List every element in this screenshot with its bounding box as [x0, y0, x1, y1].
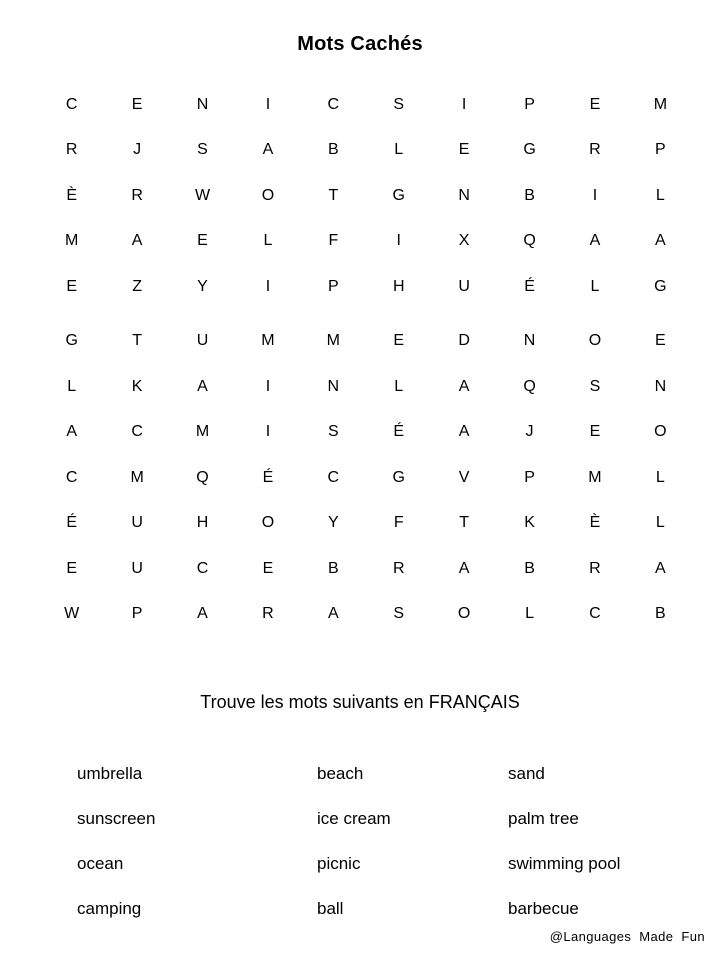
word-list-item: sand	[508, 763, 545, 783]
grid-letter: L	[590, 277, 600, 295]
grid-row	[39, 592, 693, 638]
grid-letter: É	[262, 468, 274, 486]
grid-letter: C	[131, 423, 143, 441]
grid-letter: U	[196, 332, 209, 350]
grid-letter: C	[589, 605, 601, 623]
grid-letter: M	[653, 95, 668, 113]
grid-letter: H	[392, 277, 405, 295]
grid-letter: N	[523, 332, 536, 350]
grid-letter: B	[524, 559, 535, 577]
grid-letter: T	[132, 332, 142, 350]
grid-letter: C	[65, 468, 78, 486]
grid-letter: A	[327, 605, 339, 623]
grid-letter: Y	[197, 277, 208, 295]
grid-letter: C	[196, 559, 209, 577]
grid-letter: C	[65, 95, 78, 113]
grid-letter: M	[261, 332, 275, 350]
grid-letter: I	[265, 95, 271, 113]
grid-row	[39, 219, 693, 265]
word-list-item: umbrella	[77, 763, 143, 783]
grid-letter: G	[65, 332, 78, 350]
grid-letter: F	[393, 514, 404, 532]
grid-letter: M	[588, 468, 602, 486]
grid-letter: J	[133, 141, 142, 159]
grid-letter: O	[457, 605, 471, 623]
grid-letter: B	[524, 186, 535, 204]
grid-letter: A	[655, 559, 666, 577]
grid-letter: P	[131, 605, 143, 623]
grid-letter: S	[589, 377, 601, 395]
grid-letter: W	[64, 605, 80, 623]
grid-letter: G	[392, 468, 405, 486]
grid-letter: D	[458, 332, 470, 350]
word-list-item: ice cream	[317, 808, 391, 828]
grid-letter: A	[262, 141, 274, 159]
grid-letter: E	[262, 559, 274, 577]
grid-letter: È	[589, 514, 601, 532]
grid-letter: J	[525, 423, 534, 441]
grid-letter: R	[392, 559, 405, 577]
grid-letter: U	[458, 277, 470, 295]
grid-letter: I	[265, 277, 271, 295]
word-list-item: barbecue	[508, 898, 579, 918]
grid-letter: R	[65, 141, 78, 159]
grid-letter: N	[196, 95, 209, 113]
word-list-item: ball	[317, 898, 344, 918]
grid-row	[39, 264, 693, 310]
word-list-item: picnic	[317, 853, 361, 873]
grid-letter: I	[396, 232, 401, 250]
grid-letter: U	[131, 514, 143, 532]
grid-letter: L	[655, 186, 665, 204]
grid-row	[39, 501, 693, 547]
credit-text: @Languages Made Fun	[549, 929, 705, 944]
grid-row	[39, 173, 693, 219]
grid-letter: È	[66, 186, 78, 204]
grid-letter: O	[588, 332, 602, 350]
grid-letter: P	[327, 277, 339, 295]
grid-letter: N	[654, 377, 667, 395]
word-list-row	[77, 841, 683, 886]
word-list-row	[77, 796, 683, 841]
grid-letter: X	[458, 232, 470, 250]
grid-letter: G	[392, 186, 405, 204]
grid-letter: E	[131, 95, 143, 113]
word-list-row	[77, 751, 683, 796]
grid-letter: M	[195, 423, 210, 441]
word-search-grid	[39, 82, 693, 637]
grid-letter: Z	[132, 277, 142, 295]
grid-letter: S	[327, 423, 339, 441]
grid-letter: P	[524, 468, 535, 486]
grid-letter: L	[394, 377, 404, 395]
grid-letter: Q	[523, 232, 536, 250]
grid-letter: P	[524, 95, 535, 113]
grid-letter: B	[327, 141, 339, 159]
grid-letter: K	[524, 514, 535, 532]
grid-letter: A	[197, 605, 208, 623]
grid-letter: L	[394, 141, 404, 159]
grid-letter: S	[197, 141, 208, 159]
grid-letter: V	[458, 468, 470, 486]
grid-row	[39, 82, 693, 128]
grid-letter: P	[655, 141, 666, 159]
grid-letter: R	[262, 605, 274, 623]
grid-letter: T	[328, 186, 339, 204]
grid-letter: N	[458, 186, 470, 204]
grid-letter: I	[265, 377, 271, 395]
grid-letter: É	[393, 423, 405, 441]
grid-letter: L	[263, 232, 273, 250]
grid-letter: A	[131, 232, 143, 250]
grid-letter: M	[326, 332, 340, 350]
grid-letter: E	[197, 232, 208, 250]
grid-letter: H	[196, 514, 209, 532]
grid-letter: L	[655, 468, 665, 486]
word-list-item: ocean	[77, 853, 124, 873]
grid-letter: S	[393, 605, 405, 623]
grid-letter: Q	[523, 377, 536, 395]
grid-letter: A	[458, 377, 470, 395]
grid-letter: E	[589, 423, 601, 441]
grid-letter: É	[66, 514, 78, 532]
grid-letter: Y	[327, 514, 339, 532]
word-list-item: swimming pool	[508, 853, 621, 873]
grid-letter: L	[525, 605, 534, 623]
grid-letter: A	[458, 423, 470, 441]
word-list-item: sunscreen	[77, 808, 156, 828]
grid-letter: G	[654, 277, 667, 295]
grid-letter: E	[458, 141, 470, 159]
grid-letter: R	[131, 186, 143, 204]
grid-letter: B	[327, 559, 339, 577]
grid-row	[39, 455, 693, 501]
grid-letter: S	[393, 95, 405, 113]
grid-row	[39, 546, 693, 592]
grid-letter: I	[592, 186, 598, 204]
grid-row	[39, 364, 693, 410]
grid-letter: K	[131, 377, 143, 395]
grid-letter: O	[654, 423, 667, 441]
word-list-row	[77, 886, 683, 931]
grid-letter: E	[655, 332, 666, 350]
page-title: Mots Cachés	[297, 33, 423, 55]
instructions-text: Trouve les mots suivants en FRANÇAIS	[200, 692, 520, 712]
grid-letter: Q	[196, 468, 209, 486]
grid-letter: R	[589, 559, 601, 577]
grid-letter: O	[261, 514, 275, 532]
word-list-item: palm tree	[508, 808, 579, 828]
grid-letter: A	[655, 232, 666, 250]
grid-letter: E	[589, 95, 601, 113]
grid-letter: W	[194, 186, 211, 204]
grid-letter: E	[66, 559, 78, 577]
grid-letter: I	[265, 423, 271, 441]
grid-letter: U	[131, 559, 143, 577]
grid-letter: É	[524, 277, 535, 295]
grid-letter: C	[327, 468, 340, 486]
grid-letter: C	[327, 95, 340, 113]
grid-letter: G	[523, 141, 536, 159]
grid-letter: M	[65, 232, 79, 250]
grid-letter: A	[197, 377, 208, 395]
grid-letter: E	[393, 332, 405, 350]
grid-letter: T	[459, 514, 470, 532]
grid-letter: A	[589, 232, 601, 250]
grid-row	[39, 410, 693, 456]
grid-letter: L	[67, 377, 77, 395]
grid-row	[39, 128, 693, 174]
grid-letter: N	[327, 377, 340, 395]
word-list-item: camping	[77, 898, 142, 918]
grid-row	[39, 319, 693, 365]
grid-letter: A	[458, 559, 470, 577]
grid-letter: M	[130, 468, 144, 486]
grid-letter: L	[655, 514, 665, 532]
grid-letter: B	[655, 605, 666, 623]
grid-letter: R	[589, 141, 601, 159]
word-list-item: beach	[317, 763, 364, 783]
grid-letter: E	[66, 277, 78, 295]
grid-letter: F	[328, 232, 339, 250]
word-list	[77, 751, 683, 931]
grid-letter: I	[461, 95, 467, 113]
grid-letter: A	[66, 423, 78, 441]
grid-letter: O	[261, 186, 275, 204]
